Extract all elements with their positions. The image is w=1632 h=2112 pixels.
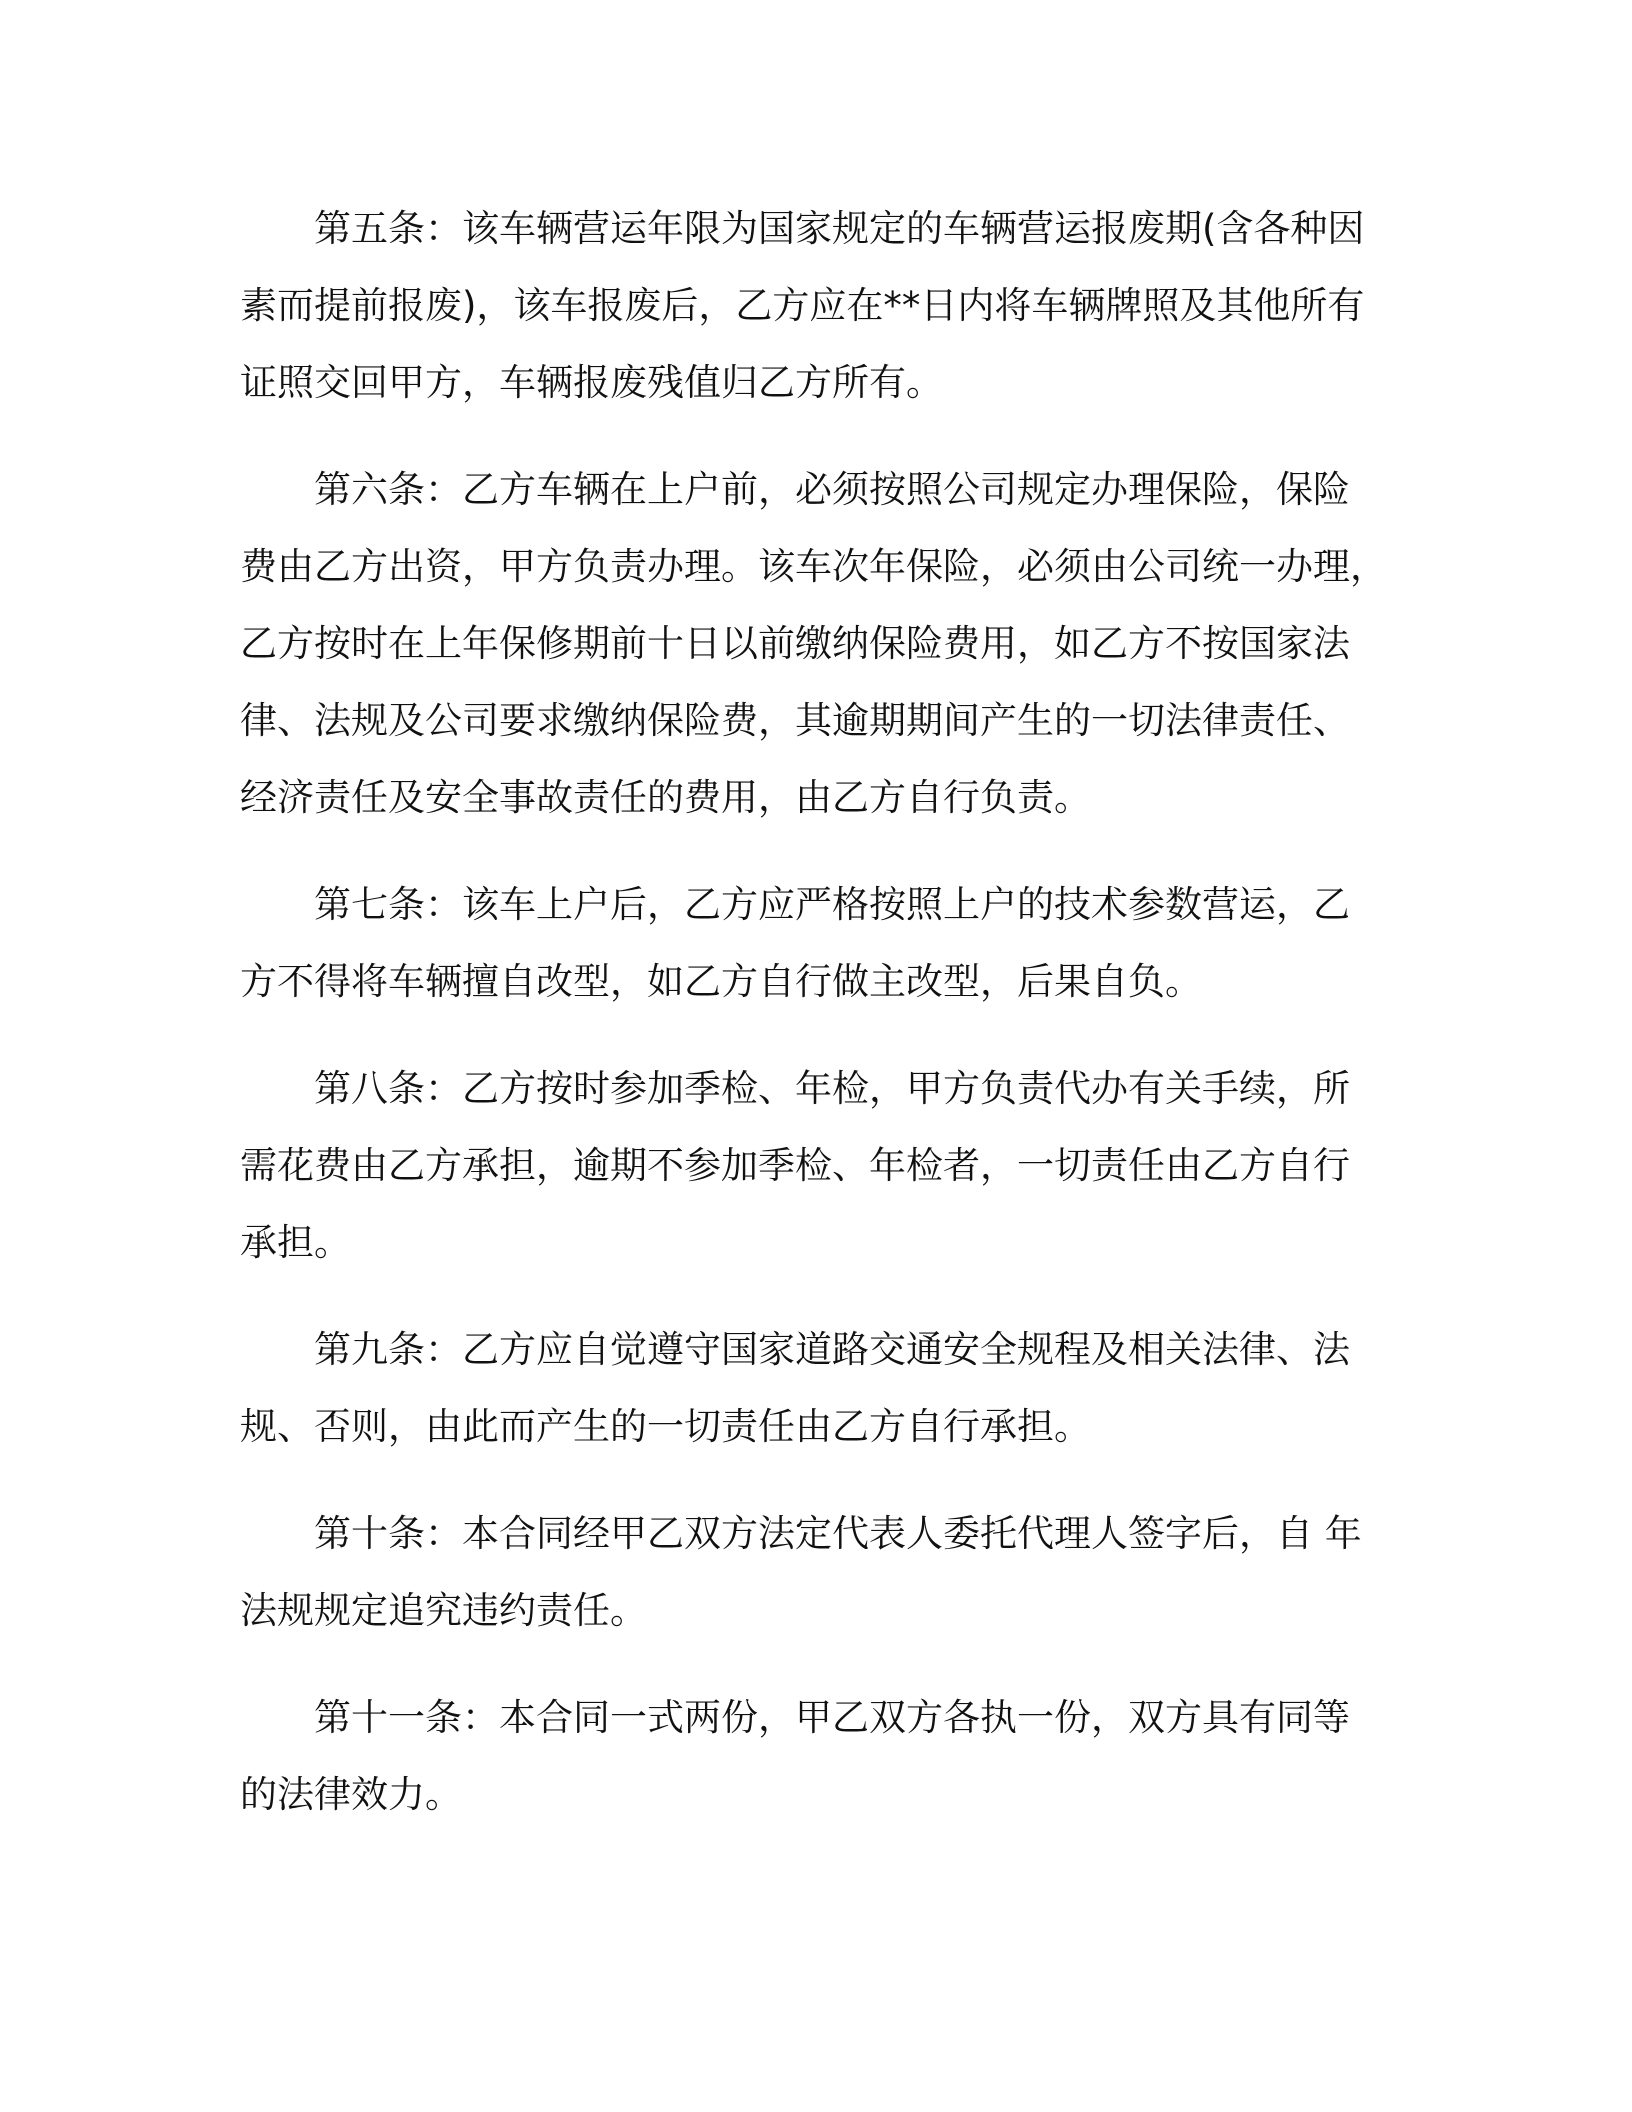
article-line: 素而提前报废)，该车报废后，乙方应在**日内将车辆牌照及其他所有 — [240, 284, 1365, 327]
article-line: 第十条：本合同经甲乙双方法定代表人委托代理人签字后，自 年 — [314, 1512, 1362, 1555]
article-line: 第九条：乙方应自觉遵守国家道路交通安全规程及相关法律、法 — [314, 1328, 1350, 1371]
article-line: 方不得将车辆擅自改型，如乙方自行做主改型，后果自负。 — [240, 960, 1202, 1003]
article-6 — [240, 451, 1387, 836]
article-line: 规、否则，由此而产生的一切责任由乙方自行承担。 — [240, 1405, 1091, 1448]
article-line: 经济责任及安全事故责任的费用，由乙方自行负责。 — [240, 776, 1091, 819]
article-line: 第六条：乙方车辆在上户前，必须按照公司规定办理保险，保险 — [314, 468, 1350, 511]
article-line: 第八条：乙方按时参加季检、年检，甲方负责代办有关手续，所 — [314, 1067, 1350, 1110]
article-line: 法规规定追究违约责任。 — [240, 1589, 647, 1632]
article-line: 的法律效力。 — [240, 1773, 462, 1816]
article-line: 证照交回甲方，车辆报废残值归乙方所有。 — [240, 361, 943, 404]
article-line: 费由乙方出资，甲方负责办理。该车次年保险，必须由公司统一办理， — [240, 545, 1387, 588]
article-line: 需花费由乙方承担，逾期不参加季检、年检者，一切责任由乙方自行 — [240, 1144, 1350, 1187]
article-line: 第五条：该车辆营运年限为国家规定的车辆营运报废期(含各种因 — [314, 207, 1365, 250]
article-line: 承担。 — [240, 1221, 351, 1264]
article-10 — [240, 1495, 1380, 1649]
article-5 — [240, 190, 1380, 421]
article-7 — [240, 866, 1380, 1020]
article-line: 律、法规及公司要求缴纳保险费，其逾期期间产生的一切法律责任、 — [240, 699, 1350, 742]
article-line: 第七条：该车上户后，乙方应严格按照上户的技术参数营运，乙 — [314, 883, 1350, 926]
article-line: 乙方按时在上年保修期前十日以前缴纳保险费用，如乙方不按国家法 — [240, 622, 1350, 665]
article-9 — [240, 1311, 1380, 1465]
article-line: 第十一条：本合同一式两份，甲乙双方各执一份，双方具有同等 — [314, 1696, 1350, 1739]
article-11 — [240, 1679, 1380, 1833]
document-page — [240, 190, 1387, 1863]
article-8 — [240, 1050, 1380, 1281]
